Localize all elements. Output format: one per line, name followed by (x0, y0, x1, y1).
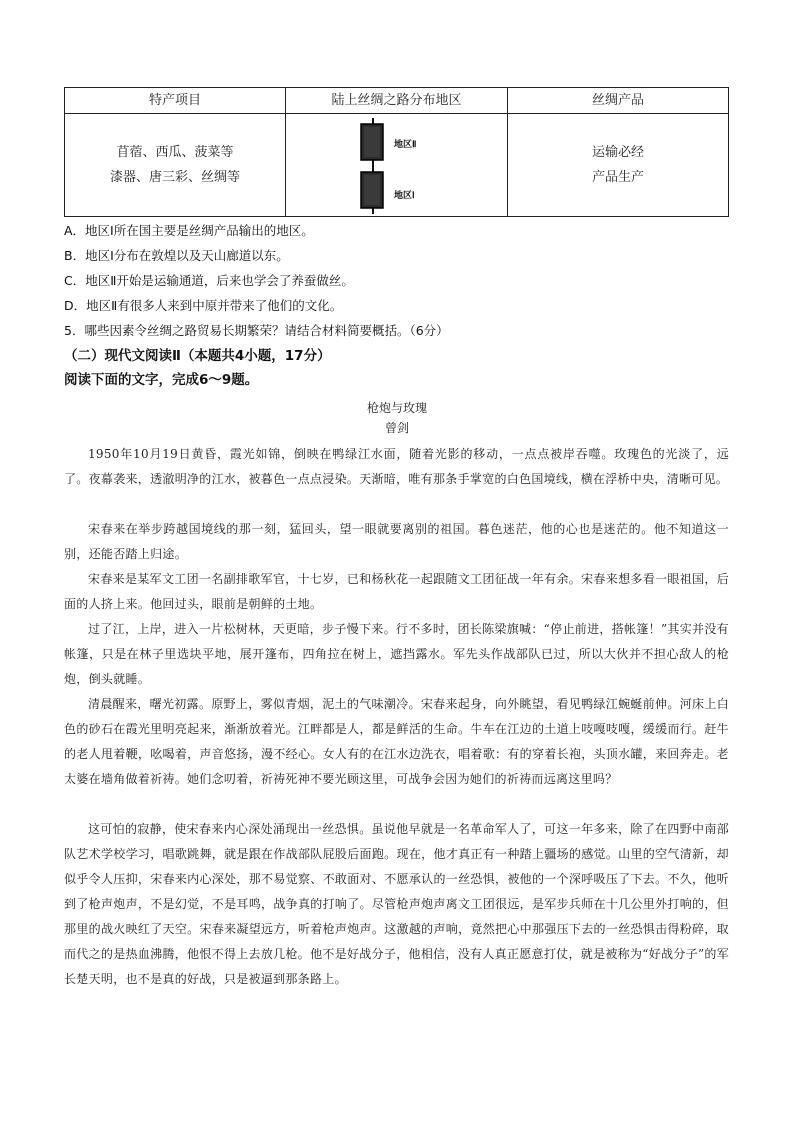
option-d: D．地区Ⅱ有很多人来到中原并带来了他们的文化。 (64, 298, 343, 313)
instruction: 阅读下面的文字，完成6～9题。 (64, 372, 259, 388)
paragraph: 过了江，上岸，进入一片松树林，天更暗，步子慢下来。行不多时，团长陈梁旗喊：“停止前进，搭帐篷！”其实并没有帐篷，只是在林子里选块平地，展开篷布，四角拉在树上，遮挡露水。军先头作战部队已过，所以大伙并不担心敌人的枪炮，倒头就睡。 (64, 622, 729, 686)
paragraph: 宋春来在举步跨越国境线的那一刻，猛回头，望一眼就要离别的祖国。暮色迷茫，他的心也是迷茫的。他不知道这一别，还能否踏上归途。 (64, 522, 729, 561)
table-header-cell: 特产项目 (65, 88, 286, 114)
table-header-row (65, 88, 729, 114)
product-line: 产品生产 (592, 170, 645, 185)
table-header-cell: 丝绸产品 (508, 88, 729, 114)
passage-author: 曾剑 (384, 421, 409, 435)
paragraph: 这可怕的寂静，使宋春来内心深处涌现出一丝恐惧。虽说他早就是一名革命军人了，可这一年多来，除了在四野中南部队艺术学校学习，唱歌跳舞，就是跟在作战部队屁股后面跑。现在，他才真正有一种踏上疆场的感觉。山里的空气清新，却似乎令人压抑，宋春来内心深处，那不易觉察、不敢面对、不愿承认的一丝恐惧，被他的一个深呼吸压了下去。不久，他听到了枪声炮声，不是幻觉，不是耳鸣，战争真的打响了。尽管枪声炮声离文工团很远，是军步兵师在十几公里外打响的，但那里的战火映红了天空。宋春来凝望远方，听着枪声炮声。这激越的声响，竟然把心中那强压下去的一丝恐惧击得粉碎，取而代之的是热血沸腾，他恨不得上去放几枪。他不是好战分子，他相信，没有人真正愿意打仗，就是被称为“好战分子”的军长楚天明，也不是真的好战，只是被逼到那条路上。 (64, 822, 729, 986)
option-b: B．地区Ⅰ分布在敦煌以及天山廊道以东。 (64, 248, 289, 263)
section-heading: （二）现代文阅读Ⅱ（本题共4小题，17分） (64, 348, 331, 364)
specialty-line: 漆器、唐三彩、丝绸等 (110, 170, 241, 185)
region-map-cell (286, 114, 508, 217)
region-map-drawing (286, 114, 507, 216)
question-5: 5．哪些因素令丝绸之路贸易长期繁荣？请结合材料简要概括。（6分） (64, 323, 449, 338)
silk-road-table (64, 87, 729, 217)
paragraph: 宋春来是某军文工团一名副排歌军官，十七岁，已和杨秋花一起跟随文工团征战一年有余。宋春来想多看一眼祖国，后面的人挤上来。他回过头，眼前是朝鲜的土地。 (64, 572, 729, 611)
specialty-cell (65, 114, 286, 217)
table-header-cell: 陆上丝绸之路分布地区 (286, 88, 508, 114)
product-cell (508, 114, 729, 217)
region-map (286, 114, 507, 216)
option-c: C．地区Ⅱ开始是运输通道，后来也学会了养蚕做丝。 (64, 273, 354, 288)
table-row (65, 114, 729, 217)
passage-title: 枪炮与玫瑰 (366, 401, 427, 415)
product-line: 运输必经 (592, 145, 645, 160)
option-a: A．地区Ⅰ所在国主要是丝绸产品输出的地区。 (64, 223, 314, 238)
paragraph: 清晨醒来，曙光初露。原野上，雾似青烟，泥土的气味潮冷。宋春来起身，向外眺望，看见鸭绿江蜿蜒前伸。河床上白色的砂石在霞光里明亮起来，渐渐放着光。江畔都是人，都是鲜活的生命。牛车在江边的土道上吱嘎吱嘎，缓缓而行。赶牛的老人甩着鞭，吆喝着，声音悠扬，漫不经心。女人有的在江水边洗衣，唱着歌：有的穿着长袍，头顶水罐，来回奔走。老太婆在墙角做着祈祷。她们念叨着，祈祷死神不要光顾这里，可战争会因为她们的祈祷而远离这里吗？ (64, 697, 729, 786)
paragraph: 1950年10月19日黄昏，霞光如锦，倒映在鸭绿江水面，随着光影的移动，一点点被岸吞噬。玫瑰色的光淡了，远了。夜幕袭来，透澈明净的江水，被暮色一点点浸染。天渐暗，唯有那条手掌宽的白色国境线，横在浮桥中央，清晰可见。 (64, 447, 729, 486)
region-1-label: 地区Ⅰ (394, 190, 415, 200)
region-2-label: 地区Ⅱ (394, 139, 417, 149)
specialty-line: 苜蓿、西瓜、菠菜等 (116, 145, 234, 160)
